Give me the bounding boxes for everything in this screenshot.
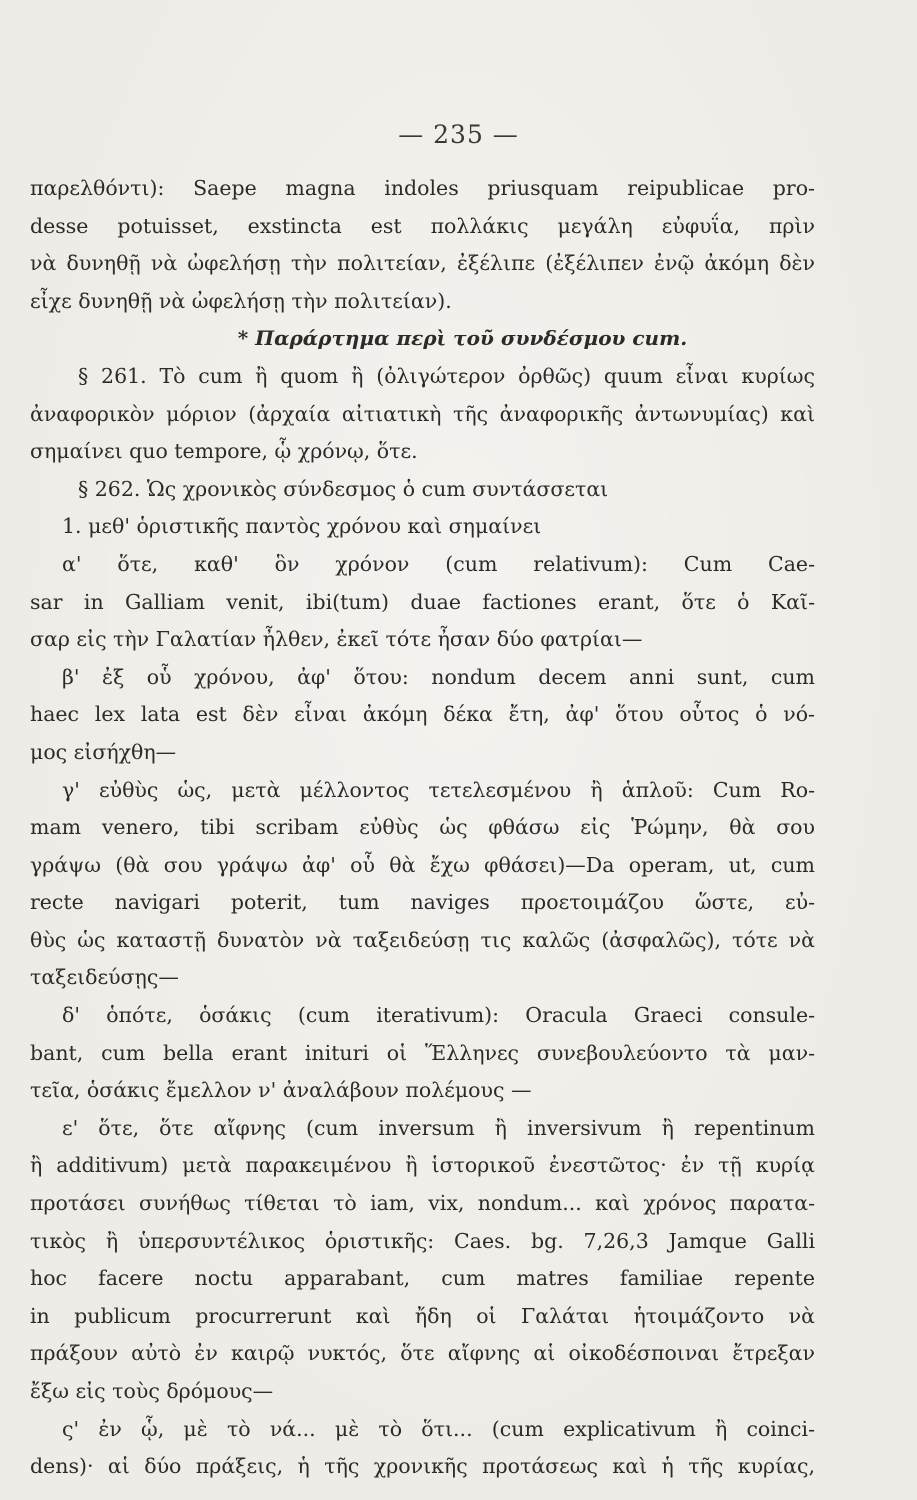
text-line: ταξειδεύσῃς— (30, 965, 179, 990)
text-line: dens)· αἱ δύο πράξεις, ἡ τῆς χρονικῆς προτάσεως καὶ ἡ τῆς κυρίας, (30, 1454, 815, 1479)
text-line: δ' ὁπότε, ὁσάκις (cum iterativum): Oracula Graeci consule- (62, 1003, 815, 1028)
text-line: προτάσει συνήθως τίθεται τὸ iam, vix, nondum... καὶ χρόνος παρατα- (30, 1191, 815, 1216)
text-line: σαρ εἰς τὴν Γαλατίαν ἦλθεν, ἐκεῖ τότε ἦσαν δύο φατρίαι— (30, 627, 643, 652)
text-line: γράψω (θὰ σου γράψω ἀφ' οὗ θὰ ἔχω φθάσει)—Da operam, ut, cum (30, 852, 815, 877)
text-line: ε' ὅτε, ὅτε αἴφνης (cum inversum ἢ inversivum ἢ repentinum (62, 1115, 815, 1140)
text-line: μος εἰσήχθη— (30, 739, 177, 764)
text-line: desse potuisset, exstincta est πολλάκις μεγάλη εὐφυΐα, πρὶν (30, 213, 815, 238)
text-line: hoc facere noctu apparabant, cum matres familiae repente (30, 1266, 815, 1291)
text-line: recte navigari poterit, tum naviges προετοιμάζου ὥστε, εὐ- (30, 890, 815, 915)
text-line: σημαίνει quo tempore, ᾧ χρόνῳ, ὅτε. (30, 439, 418, 464)
appendix-heading: * Παράρτημα περὶ τοῦ συνδέσμου cum. (237, 326, 688, 351)
text-line: θὺς ὡς καταστῇ δυνατὸν νὰ ταξειδεύσῃ τις καλῶς (ἀσφαλῶς), τότε νὰ (30, 927, 815, 952)
text-line: § 261. Τὸ cum ἢ quom ἢ (ὀλιγώτερον ὀρθῶς) quum εἶναι κυρίως (78, 363, 815, 388)
text-line: in publicum procurrerunt καὶ ἤδη οἱ Γαλάται ἡτοιμάζοντο νὰ (30, 1303, 815, 1328)
text-line: νὰ δυνηθῇ νὰ ὠφελήσῃ τὴν πολιτείαν, ἐξέλιπε (ἐξέλιπεν ἐνῷ ἀκόμη δὲν (30, 251, 815, 276)
text-line: ἔξω εἰς τοὺς δρόμους— (30, 1379, 274, 1403)
text-line: bant, cum bella erant inituri οἱ Ἕλληνες συνεβουλεύοντο τὰ μαν- (30, 1040, 815, 1065)
text-line: β' ἐξ οὗ χρόνου, ἀφ' ὅτου: nondum decem anni sunt, cum (62, 664, 815, 689)
section-heading: § 262. Ὡς χρονικὸς σύνδεσμος ὁ cum συντάσσεται (78, 476, 609, 501)
text-line: ἢ additivum) μετὰ παρακειμένου ἢ ἱστορικοῦ ἐνεστῶτος· ἐν τῇ κυρίᾳ (30, 1153, 815, 1178)
text-line: sar in Galliam venit, ibi(tum) duae factiones erant, ὅτε ὁ Καῖ- (30, 589, 815, 614)
text-line: 1. μεθ' ὁριστικῆς παντὸς χρόνου καὶ σημαίνει (62, 514, 542, 539)
text-line: τικὸς ἢ ὑπερσυντέλικος ὁριστικῆς: Caes. bg. 7,26,3 Jamque Galli (30, 1228, 815, 1253)
body-text (30, 170, 815, 1486)
page-number: — 235 — (398, 120, 519, 149)
text-line: εἶχε δυνηθῇ νὰ ὠφελήσῃ τὴν πολιτείαν). (30, 288, 452, 313)
text-line: τεῖα, ὁσάκις ἔμελλον ν' ἀναλάβουν πολέμους — (30, 1078, 532, 1103)
text-line: α' ὅτε, καθ' ὃν χρόνον (cum relativum): Cum Cae- (62, 551, 815, 576)
text-line: πράξουν αὐτὸ ἐν καιρῷ νυκτός, ὅτε αἴφνης αἱ οἰκοδέσποιναι ἔτρεξαν (30, 1341, 815, 1366)
text-line: mam venero, tibi scribam εὐθὺς ὡς φθάσω εἰς Ῥώμην, θὰ σου (30, 815, 815, 840)
text-line: γ' εὐθὺς ὡς, μετὰ μέλλοντος τετελεσμένου ἢ ἁπλοῦ: Cum Ro- (62, 777, 815, 802)
text-line: ἀναφορικὸν μόριον (ἀρχαία αἰτιατικὴ τῆς ἀναφορικῆς ἀντωνυμίας) καὶ (30, 401, 815, 426)
text-line: παρελθόντι): Saepe magna indoles priusquam reipublicae pro- (30, 176, 815, 200)
text-line: ς' ἐν ᾧ, μὲ τὸ νά... μὲ τὸ ὅτι... (cum explicativum ἢ coinci- (62, 1416, 815, 1441)
text-line: haec lex lata est δὲν εἶναι ἀκόμη δέκα ἔτη, ἀφ' ὅτου οὗτος ὁ νό- (30, 702, 815, 727)
